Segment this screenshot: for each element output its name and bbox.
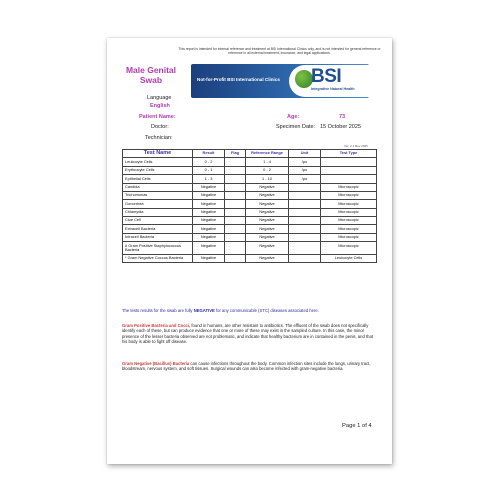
cell-test-type: Leukocyte Cells: [321, 255, 377, 263]
age-label: Age:: [287, 114, 300, 120]
cell-flag: [225, 225, 246, 233]
cell-test-type: Microscopic: [321, 208, 377, 216]
banner-text: Not-for-Profit BSI International Clinics: [197, 77, 280, 82]
cell-reference-range: 1 - 10: [246, 175, 289, 183]
gram-negative-note: [122, 361, 376, 372]
cell-result: Negative: [193, 233, 225, 241]
cell-unit: /po: [289, 175, 321, 183]
table-row: [123, 242, 377, 255]
gram-negative-body: can cause infections throughout the body. Common infection sites include the lungs, urinary tract, bloodstream, nervous system, and soft tissues. Surgical wounds can also become infected with gram-negative bacteria.: [122, 361, 371, 372]
header-flag: Flag: [225, 150, 246, 158]
cell-reference-range: Negative: [246, 183, 289, 191]
cell-unit: [289, 191, 321, 199]
cell-result: Negative: [193, 225, 225, 233]
table-row: [123, 175, 377, 183]
gram-negative-heading: Gram Negative (Bacillus) Bacteria: [122, 361, 190, 366]
cell-reference-range: Negative: [246, 208, 289, 216]
cell-test-type: Microscopic: [321, 200, 377, 208]
cell-test-name: Trichomonas: [123, 191, 193, 199]
cell-flag: [225, 255, 246, 263]
cell-test-name: * Gram Negative Coccus Bacteria: [123, 255, 193, 263]
cell-unit: [289, 183, 321, 191]
cell-reference-range: Negative: [246, 242, 289, 255]
technician-label: Technician:: [145, 135, 173, 141]
cell-test-type: [321, 166, 377, 174]
cell-reference-range: 1 - 4: [246, 158, 289, 166]
cell-test-type: Microscopic: [321, 225, 377, 233]
report-page: [107, 38, 392, 464]
patient-name-label: Patient Name:: [139, 114, 176, 120]
cell-result: Negative: [193, 208, 225, 216]
cell-flag: [225, 200, 246, 208]
cell-test-type: Microscopic: [321, 183, 377, 191]
table-row: [123, 200, 377, 208]
bsi-logo: [289, 65, 369, 97]
cell-test-name: Candida: [123, 183, 193, 191]
report-title: Male Genital Swab: [125, 65, 177, 85]
cell-reference-range: 0 - 2: [246, 166, 289, 174]
cell-result: Negative: [193, 255, 225, 263]
negative-summary: [122, 308, 376, 313]
cell-test-type: Microscopic: [321, 191, 377, 199]
cell-result: Negative: [193, 217, 225, 225]
disclaimer-text: This report is intended for internal reference and treatment at BSI International Clinics only, and is not intended for general reference or reference in all external treatment, insurance, and legal applications.: [178, 47, 381, 55]
cell-test-type: Microscopic: [321, 233, 377, 241]
clinic-banner: [191, 64, 369, 98]
cell-test-name: # Gram Positive Staphylococcus Bacteria: [123, 242, 193, 255]
cell-unit: [289, 242, 321, 255]
header-result: Result: [193, 150, 225, 158]
header-test-name: Test Name: [123, 150, 193, 158]
cell-reference-range: Negative: [246, 217, 289, 225]
table-row: [123, 255, 377, 263]
table-row: [123, 158, 377, 166]
cell-test-name: Gonorrhea: [123, 200, 193, 208]
cell-reference-range: Negative: [246, 255, 289, 263]
header-unit: Unit: [289, 150, 321, 158]
table-row: [123, 183, 377, 191]
cell-result: Negative: [193, 200, 225, 208]
cell-result: Negative: [193, 183, 225, 191]
language-label: Language: [147, 95, 172, 101]
table-row: [123, 208, 377, 216]
table-row: [123, 217, 377, 225]
results-table: [122, 149, 377, 263]
cell-result: Negative: [193, 191, 225, 199]
cell-test-type: [321, 175, 377, 183]
cell-flag: [225, 233, 246, 241]
cell-unit: [289, 200, 321, 208]
specimen-date-value: 15 October 2025: [320, 124, 361, 130]
table-row: [123, 191, 377, 199]
table-row: [123, 233, 377, 241]
cell-unit: /po: [289, 166, 321, 174]
cell-flag: [225, 191, 246, 199]
language-value: English: [150, 103, 170, 109]
cell-unit: [289, 208, 321, 216]
cell-flag: [225, 217, 246, 225]
cell-reference-range: Negative: [246, 233, 289, 241]
cell-unit: [289, 217, 321, 225]
table-header-row: [123, 150, 377, 158]
cell-test-name: Chlamydia: [123, 208, 193, 216]
gram-positive-heading: Gram Positive Bacteria and Cocci,: [122, 323, 191, 328]
doctor-label: Doctor:: [151, 124, 169, 130]
gram-positive-note: [122, 323, 376, 344]
gram-positive-body: found in humans, are other resistant to antibiotics. The effluent of the swab does not specifically identify each of these, but can produce evidence that one or more of these may exist in the sampled culture. In this case, the minor presence of the lesser bacteria observed are not problematic, and indicate that healthy bacterium are in contained in the penis, and that his body is able to fight off disease.: [122, 323, 373, 344]
version-label: Ver. 2.1 Rev 2025: [344, 144, 368, 148]
age-value: 73: [339, 114, 346, 120]
summary-text-post: for any communicable (STC) diseases associated here.: [214, 308, 319, 313]
cell-unit: [289, 225, 321, 233]
cell-reference-range: Negative: [246, 200, 289, 208]
cell-reference-range: Negative: [246, 191, 289, 199]
cell-reference-range: Negative: [246, 225, 289, 233]
cell-flag: [225, 242, 246, 255]
cell-test-name: Intracell Bacteria: [123, 233, 193, 241]
header-reference-range: Reference Range: [246, 150, 289, 158]
cell-test-name: Extracell Bacteria: [123, 225, 193, 233]
cell-flag: [225, 166, 246, 174]
table-row: [123, 166, 377, 174]
cell-unit: /po: [289, 158, 321, 166]
cell-unit: [289, 255, 321, 263]
cell-result: 0 - 1: [193, 166, 225, 174]
cell-test-name: Leukocyte Cells: [123, 158, 193, 166]
specimen-date-label: Specimen Date:: [276, 124, 316, 130]
cell-result: 0 - 2: [193, 158, 225, 166]
page-number: Page 1 of 4: [342, 423, 372, 429]
logo-tagline: Integrative Natural Health: [311, 87, 355, 91]
summary-negative: NEGATIVE: [193, 308, 215, 313]
header-test-type: Test Type: [321, 150, 377, 158]
logo-text: BSI: [311, 66, 342, 87]
cell-test-type: Microscopic: [321, 217, 377, 225]
cell-test-name: Epithelial Cells: [123, 175, 193, 183]
table-row: [123, 225, 377, 233]
cell-test-name: Clue Cell: [123, 217, 193, 225]
cell-test-type: Microscopic: [321, 242, 377, 255]
cell-result: Negative: [193, 242, 225, 255]
cell-flag: [225, 158, 246, 166]
cell-flag: [225, 208, 246, 216]
summary-text-pre: The tests results for the swab are fully: [122, 308, 194, 313]
cell-flag: [225, 175, 246, 183]
cell-flag: [225, 183, 246, 191]
cell-result: 1 - 3: [193, 175, 225, 183]
cell-unit: [289, 233, 321, 241]
cell-test-type: [321, 158, 377, 166]
cell-test-name: Erythrocyte Cells: [123, 166, 193, 174]
